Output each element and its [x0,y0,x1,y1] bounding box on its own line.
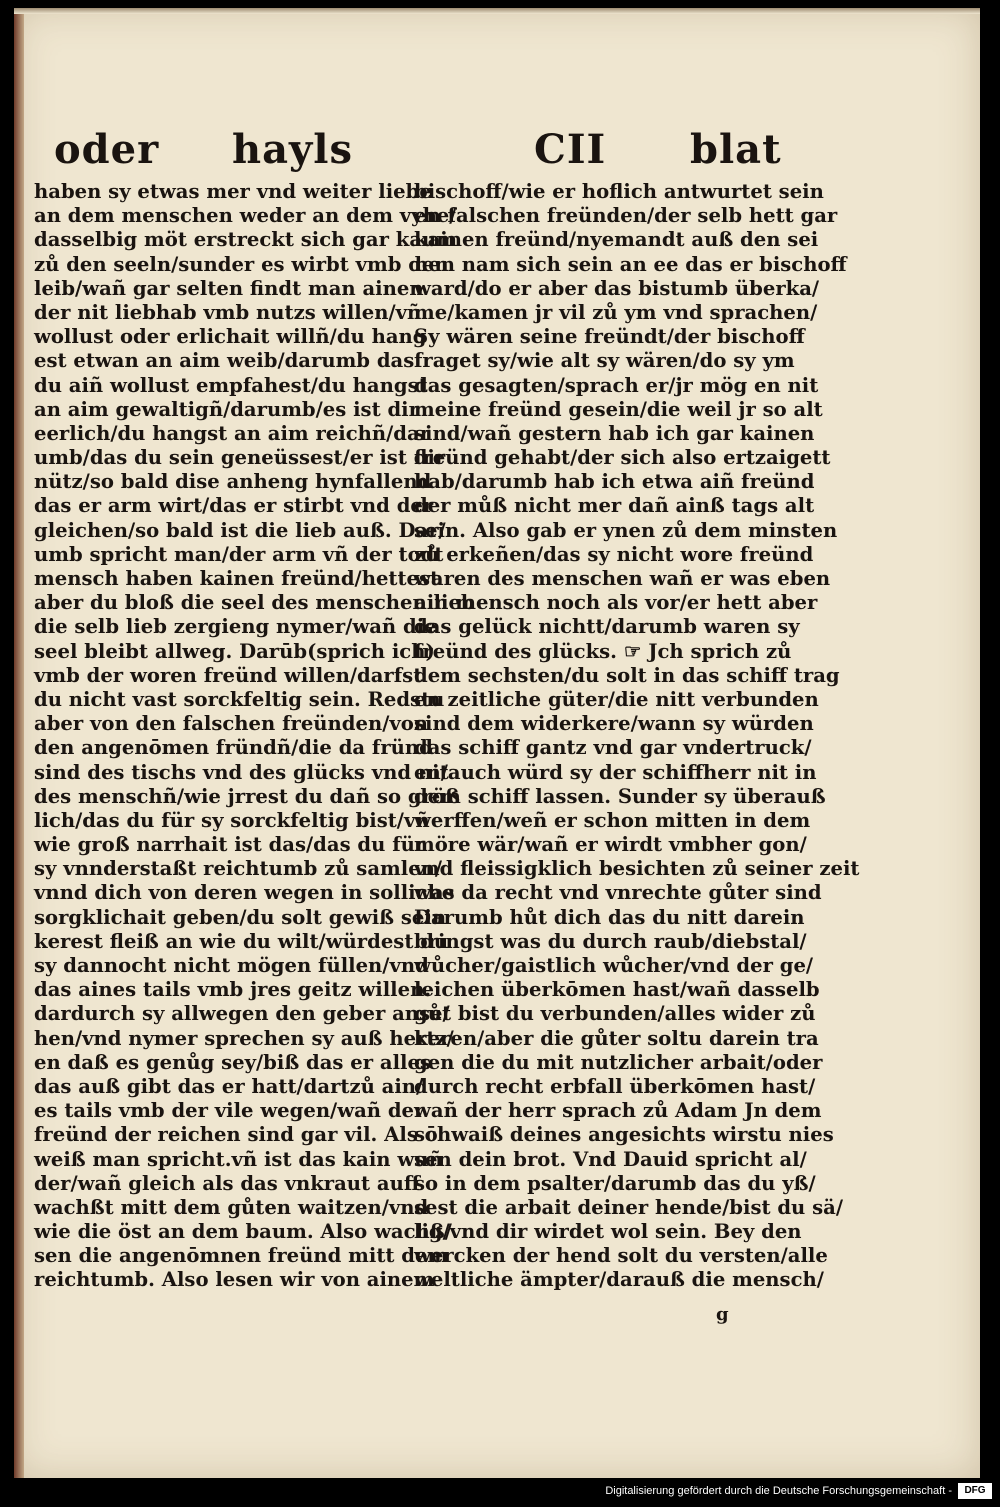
text-line: sen die angenōmnen freünd mitt dem [34,1244,449,1268]
text-line: umb/das du sein geneüssest/er ist dir [34,446,446,470]
text-line: dasselbig möt erstreckt sich gar kaum [34,228,458,252]
text-line: bischoff/wie er hoflich antwurtet sein [414,180,824,203]
footer-bar [0,1478,1000,1507]
text-line: freünd der reichen sind gar vil. Als ō [34,1123,438,1147]
text-line: gen die du mit nutzlicher arbait/oder [414,1050,823,1074]
text-line: das auß gibt das er hatt/dartzů ain/ [34,1074,424,1098]
text-line: wachßt mitt dem gůten waitzen/vnd [34,1195,429,1219]
text-line: fraget sy/wie alt sy wären/do sy ym [414,349,795,373]
text-line: leichen überkōmen hast/wañ dasselb [414,978,820,1002]
text-line: das gelück nichtt/darumb waren sy [414,615,800,639]
text-line: vmb der woren freünd willen/darfst [34,663,423,687]
text-line: kerest fleiß an wie du wilt/würdest du [34,929,449,953]
text-line: meine freünd gesein/die weil jr so alt [414,397,823,421]
running-head-left-2: hayls [232,126,353,173]
text-line: den angenōmen fründñ/die da fründ [34,736,433,760]
text-line: Sy wären seine freündt/der bischoff [414,325,805,349]
running-head-right: blat [690,126,782,173]
text-line: lich/das du für sy sorckfeltig bist/vñ [34,808,430,832]
text-column-left [34,180,475,1293]
text-line: was da recht vnd vnrechte gůter sind [414,881,822,905]
text-line: kainen freünd/nyemandt auß den sei [414,228,819,252]
text-line: Darumb hůt dich das du nitt darein [414,905,805,929]
text-line: die selb lieb zergieng nymer/wañ die [34,615,437,639]
text-line: zů den seeln/sunder es wirbt vmb den [34,252,449,276]
text-line: wollust oder erlichait willñ/du hang [34,325,427,349]
text-line: vnd fleissigklich besichten zů seiner zeit [414,857,860,881]
text-line: mensch haben kainen freünd/hettest [34,567,440,590]
text-line: leib/wañ gar selten findt man ainen [34,276,424,300]
text-line: hab/darumb hab ich etwa aiñ freünd [414,470,815,494]
text-line: vnnd dich von deren wegen in solliche [34,881,455,905]
text-line: das schiff gantz vnd gar vndertruck/ [414,736,812,760]
text-line: sind dem widerkere/wann sy würden [414,712,814,736]
text-line: gůt bist du verbunden/alles wider zů [414,1002,816,1026]
text-line: wie die öst an dem baum. Also wachß/ [34,1220,452,1244]
text-line: der nit liebhab vmb nutzs willen/vñ [34,300,422,324]
text-line: es tails vmb der vile wegen/wañ der [34,1099,425,1123]
funding-credit: Digitalisierung gefördert durch die Deutsche Forschungsgemeinschaft - [605,1485,952,1497]
text-line: freünd des glücks. ☞ Jch sprich zů [414,639,792,663]
text-line: sein. Also gab er ynen zů dem minsten [414,518,838,542]
text-line: eerlich/du hangst an aim reichñ/dar [34,421,431,445]
text-line: sy dannocht nicht mögen füllen/vnd [34,954,429,977]
text-line: keren/aber die gůter soltu darein tra [414,1026,819,1050]
text-line: an dem menschen weder an dem vyhe/ [34,204,457,228]
text-line: an aim gewaltigñ/darumb/es ist dir [34,397,419,421]
text-line: wañ der herr sprach zů Adam Jn dem [414,1099,822,1123]
text-line: en falschen freünden/der selb hett gar [414,204,838,228]
text-line: dem sechsten/du solt in das schiff trag [414,663,840,687]
signature-mark: g [716,1304,729,1325]
text-line: en daß es genůg sey/biß das er alles [34,1050,431,1074]
running-head-left-1: oder [54,126,160,173]
text-line: nen nam sich sein an ee das er bischoff [414,252,847,276]
text-line: du nicht vast sorckfeltig sein. Redstu [34,687,445,711]
text-line: en zeitliche güter/die nitt verbunden [414,687,819,711]
text-line: me/kamen jr vil zů ym vnd sprachen/ [414,300,818,324]
text-line: aber du bloß die seel des menschen lieb [34,591,475,615]
text-column-right [414,180,860,1293]
text-line: der/wañ gleich als das vnkraut auff [34,1171,420,1195]
text-line: sind/wañ gestern hab ich gar kainen [414,421,815,445]
text-line: so in dem psalter/darumb das du yß/ [414,1171,816,1195]
text-line: das er arm wirt/das er stirbt vnd der [34,494,434,518]
text-line: dem schiff lassen. Sunder sy überauß [414,784,826,808]
text-line: nütz/so bald dise anheng hynfallend [34,470,432,494]
text-line: umb spricht man/der arm vñ der todt [34,542,444,566]
text-line: freünd gehabt/der sich also ertzaigett [414,446,831,470]
text-line: wůcher/gaistlich wůcher/vnd der ge/ [414,954,814,977]
text-line: das aines tails vmb jres geitz willen. [34,978,432,1002]
text-line: werffen/weñ er schon mitten in dem [414,808,811,832]
text-line: ward/do er aber das bistumb überka/ [414,276,820,300]
text-line: sen dein brot. Vnd Dauid spricht al/ [414,1147,807,1171]
text-line: weiß man spricht.vñ ist das kain wuñ [34,1147,443,1171]
text-line: est etwan an aim weib/darumb das [34,349,415,373]
text-line: bringst was du durch raub/diebstal/ [414,929,807,953]
text-line: wie groß narrhait ist das/das du für [34,833,426,857]
dfg-logo: DFG [958,1483,992,1499]
text-line: hen/vnd nymer sprechen sy auß hertz/ [34,1026,454,1050]
text-line: dardurch sy allwegen den geber anse/ [34,1002,450,1026]
text-line: möre wär/wañ er wirdt vmbher gon/ [414,833,807,857]
text-line: waren des menschen wañ er was eben [414,567,831,590]
text-line: haben sy etwas mer vnd weiter liebe [34,180,432,203]
text-line: seel bleibt allweg. Darūb(sprich ich) [34,639,435,663]
text-line: sest die arbait deiner hende/bist du sä/ [414,1195,844,1219]
folio-number: CII [534,126,607,173]
page-edge-left [14,8,24,1478]
text-line: ain mensch noch als vor/er hett aber [414,591,818,615]
text-line: lig/vnd dir wirdet wol sein. Bey den [414,1220,802,1244]
text-line: gleichen/so bald ist die lieb auß. Dar/ [34,518,446,542]
page-edge-top [14,8,980,14]
text-line: durch recht erbfall überkōmen hast/ [414,1074,816,1098]
text-line: sorgklichait geben/du solt gewiß sein [34,905,447,929]
text-line: weltliche ämpter/darauß die mensch/ [414,1268,824,1292]
book-page [14,8,980,1478]
text-line: das gesagten/sprach er/jr mög en nit [414,373,819,397]
text-line: en/auch würd sy der schiffherr nit in [414,760,817,784]
text-line: du aiñ wollust empfahest/du hangst [34,373,428,397]
text-line: sind des tischs vnd des glücks vnd nit [34,760,449,784]
text-line: sy vnnderstaßt reichtumb zů samlen/ [34,857,443,881]
text-line: schwaiß deines angesichts wirstu nies [414,1123,834,1147]
text-line: der můß nicht mer dañ ainß tags alt [414,494,815,518]
text-line: aber von den falschen freünden/von [34,712,429,736]
text-line: des menschñ/wie jrrest du dañ so größ [34,784,460,808]
text-line: reichtumb. Also lesen wir von ainem [34,1268,435,1292]
text-line: wercken der hend solt du versten/alle [414,1244,828,1268]
text-line: zů erkeñen/das sy nicht wore freünd [414,542,814,566]
